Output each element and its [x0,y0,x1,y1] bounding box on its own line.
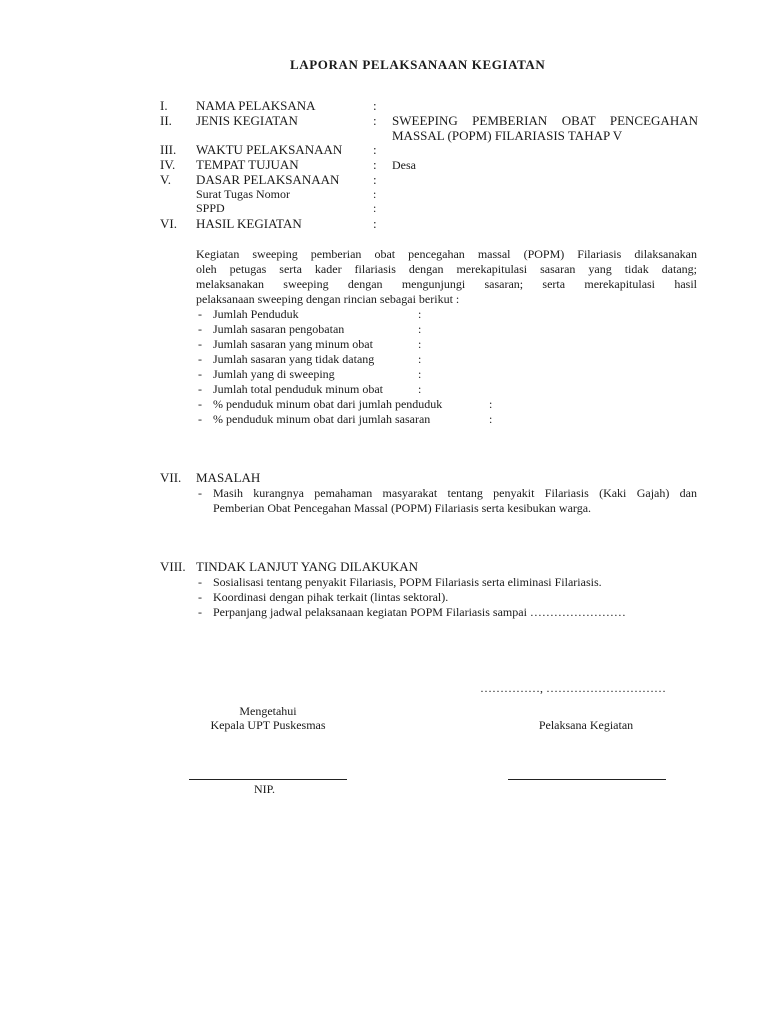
field-label: HASIL KEGIATAN [196,216,302,231]
field-value: Desa [392,158,416,172]
paragraph-line: pelaksanaan sweeping dengan rincian sebagai berikut : [196,292,460,306]
field-colon: : [373,98,377,113]
mengetahui-label: Mengetahui [239,704,297,718]
field-colon: : [373,142,377,157]
section-heading: TINDAK LANJUT YANG DILAKUKAN [196,559,419,574]
section-number: IV. [160,157,176,172]
field-label: WAKTU PELAKSANAAN [196,142,343,157]
list-label: Jumlah yang di sweeping [213,367,335,381]
pelaksana-kegiatan-label: Pelaksana Kegiatan [538,718,634,732]
paragraph-line: oleh petugas serta kader filariasis dengan merekapitulasi sasaran yang tidak datang; [196,262,697,276]
nip-label: NIP. [254,782,276,796]
field-value-line1: SWEEPING PEMBERIAN OBAT PENCEGAHAN [392,113,698,128]
surat-tugas-label: Surat Tugas Nomor [196,187,291,201]
list-label: Jumlah sasaran yang minum obat [213,337,373,351]
list-dash: - [198,322,202,336]
list-dash: - [198,382,202,396]
list-label: Jumlah sasaran yang tidak datang [213,352,375,366]
sppd-colon: : [373,201,377,215]
list-dash: - [198,575,202,589]
left-signature-line [189,779,347,780]
list-text-line2: Pemberian Obat Pencegahan Massal (POPM) Filariasis serta kesibukan warga. [213,501,592,515]
section-number: I. [160,98,168,113]
list-text: Koordinasi dengan pihak terkait (lintas sektoral). [213,590,449,604]
list-colon: : [489,397,493,411]
list-label: % penduduk minum obat dari jumlah sasaran [213,412,431,426]
list-dash: - [198,367,202,381]
list-dash: - [198,352,202,366]
list-dash: - [198,486,202,500]
list-colon: : [418,307,422,321]
field-colon: : [373,172,377,187]
list-colon: : [489,412,493,426]
list-dash: - [198,412,202,426]
list-colon: : [418,352,422,366]
field-label: JENIS KEGIATAN [196,113,298,128]
list-dash: - [198,397,202,411]
list-text: Perpanjang jadwal pelaksanaan kegiatan POPM Filariasis sampai …………………… [213,605,626,619]
list-colon: : [418,322,422,336]
field-value-line2: MASSAL (POPM) FILARIASIS TAHAP V [392,128,623,143]
paragraph-line: Kegiatan sweeping pemberian obat pencegahan massal (POPM) Filariasis dilaksanakan [196,247,697,261]
paragraph-line: melaksanakan sweeping dengan mengunjungi sasaran; serta merekapitulasi hasil [196,277,697,291]
list-label: % penduduk minum obat dari jumlah penduduk [213,397,443,411]
list-colon: : [418,337,422,351]
list-text: Sosialisasi tentang penyakit Filariasis, POPM Filariasis serta eliminasi Filariasis. [213,575,602,589]
section-number: VII. [160,470,182,485]
list-label: Jumlah Penduduk [213,307,299,321]
section-heading: MASALAH [196,470,261,485]
list-label: Jumlah sasaran pengobatan [213,322,345,336]
list-dash: - [198,590,202,604]
right-signature-line [508,779,666,780]
section-number: II. [160,113,172,128]
field-colon: : [373,113,377,128]
list-dash: - [198,307,202,321]
list-dash: - [198,337,202,351]
list-text-line1: Masih kurangnya pemahaman masyarakat tentang penyakit Filariasis (Kaki Gajah) dan [213,486,697,500]
field-label: NAMA PELAKSANA [196,98,316,113]
place-date: ……………, ………………………… [480,681,666,695]
list-colon: : [418,367,422,381]
field-label: DASAR PELAKSANAAN [196,172,340,187]
section-number: III. [160,142,177,157]
document-title: LAPORAN PELAKSANAAN KEGIATAN [290,57,546,72]
surat-tugas-colon: : [373,187,377,201]
field-label: TEMPAT TUJUAN [196,157,299,172]
kepala-upt-label: Kepala UPT Puskesmas [210,718,326,732]
list-label: Jumlah total penduduk minum obat [213,382,383,396]
field-colon: : [373,157,377,172]
section-number: VIII. [160,559,186,574]
sppd-label: SPPD [196,201,225,215]
section-number: VI. [160,216,177,231]
field-colon: : [373,216,377,231]
section-number: V. [160,172,171,187]
list-colon: : [418,382,422,396]
list-dash: - [198,605,202,619]
